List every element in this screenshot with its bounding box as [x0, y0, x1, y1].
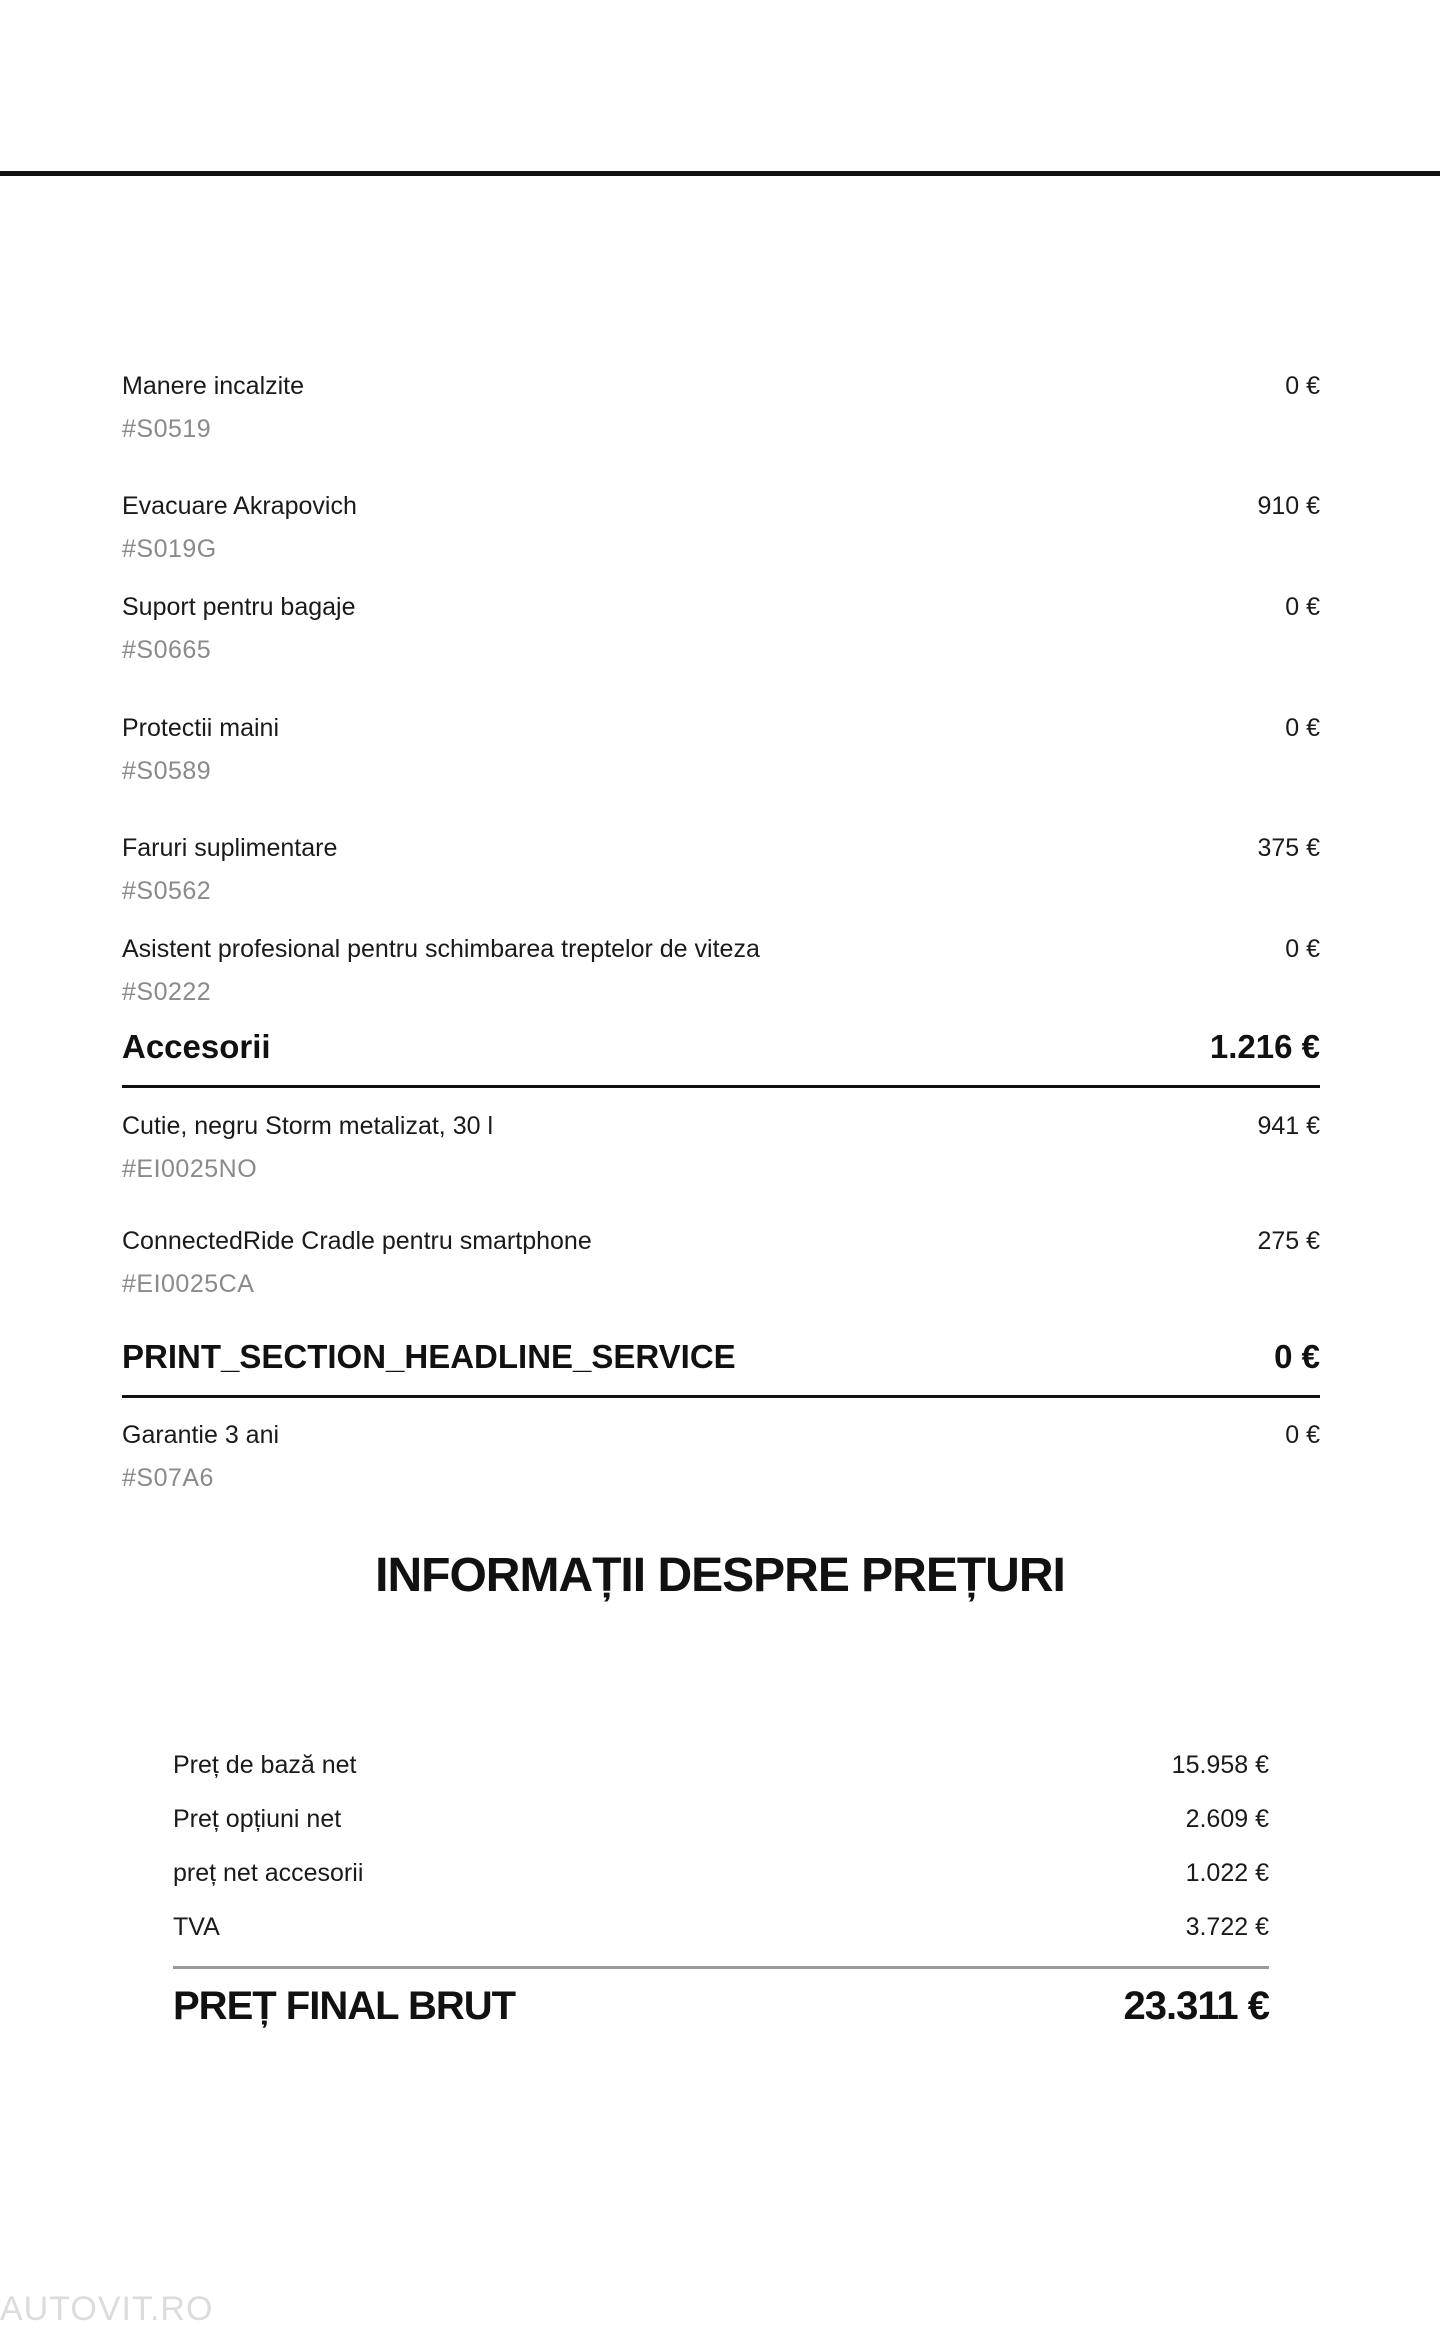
final-price-value: 23.311 €	[1123, 1984, 1269, 2028]
option-code: #S0519	[122, 415, 212, 443]
service-total: 0 €	[1274, 1338, 1320, 1375]
accessory-name: ConnectedRide Cradle pentru smartphone	[122, 1227, 592, 1255]
option-name: Protectii maini	[122, 714, 279, 742]
option-item	[122, 935, 1320, 1007]
pricing-heading: INFORMAȚII DESPRE PREȚURI	[375, 1549, 1065, 1602]
price-label: TVA	[173, 1913, 220, 1941]
option-price: 0 €	[1285, 593, 1320, 621]
option-code: #S0562	[122, 877, 212, 905]
final-price-row	[173, 1984, 1269, 2029]
accessory-price: 941 €	[1257, 1112, 1320, 1140]
option-item	[122, 492, 1320, 564]
option-item	[122, 593, 1320, 665]
price-value: 15.958 €	[1171, 1751, 1269, 1779]
final-price-label: PREȚ FINAL BRUT	[173, 1984, 516, 2028]
service-code: #S07A6	[122, 1464, 214, 1492]
price-row	[173, 1859, 1269, 1888]
option-name: Suport pentru bagaje	[122, 593, 356, 621]
price-label: preț net accesorii	[173, 1859, 364, 1887]
accessory-price: 275 €	[1257, 1227, 1320, 1255]
price-label: Preț opțiuni net	[173, 1805, 342, 1833]
option-price: 0 €	[1285, 714, 1320, 742]
option-name: Faruri suplimentare	[122, 834, 338, 862]
accessories-total: 1.216 €	[1209, 1028, 1320, 1065]
watermark: AUTOVIT.RO	[0, 2290, 214, 2328]
option-price: 0 €	[1285, 372, 1320, 400]
option-item	[122, 372, 1320, 444]
price-row	[173, 1751, 1269, 1780]
accessories-title: Accesorii	[122, 1028, 271, 1065]
accessory-item	[122, 1112, 1320, 1184]
price-value: 2.609 €	[1185, 1805, 1269, 1833]
accessories-section-header	[122, 1028, 1320, 1066]
service-item	[122, 1421, 1320, 1493]
price-label: Preț de bază net	[173, 1751, 357, 1779]
option-code: #S0589	[122, 757, 212, 785]
accessories-divider	[122, 1085, 1320, 1088]
option-name: Asistent profesional pentru schimbarea treptelor de viteza	[122, 935, 760, 963]
price-row	[173, 1913, 1269, 1942]
price-value: 3.722 €	[1185, 1913, 1269, 1941]
option-code: #S019G	[122, 535, 217, 563]
accessory-item	[122, 1227, 1320, 1299]
service-title: PRINT_SECTION_HEADLINE_SERVICE	[122, 1338, 736, 1375]
option-item	[122, 834, 1320, 906]
option-price: 910 €	[1257, 492, 1320, 520]
service-name: Garantie 3 ani	[122, 1421, 280, 1449]
option-code: #S0222	[122, 978, 212, 1006]
top-divider	[0, 171, 1440, 176]
accessory-code: #EI0025CA	[122, 1270, 255, 1298]
option-price: 0 €	[1285, 935, 1320, 963]
price-value: 1.022 €	[1185, 1859, 1269, 1887]
accessory-code: #EI0025NO	[122, 1155, 258, 1183]
service-price: 0 €	[1285, 1421, 1320, 1449]
service-section-header	[122, 1338, 1320, 1376]
option-name: Evacuare Akrapovich	[122, 492, 357, 520]
price-row	[173, 1805, 1269, 1834]
option-price: 375 €	[1257, 834, 1320, 862]
option-name: Manere incalzite	[122, 372, 305, 400]
accessory-name: Cutie, negru Storm metalizat, 30 l	[122, 1112, 493, 1140]
price-divider	[173, 1966, 1269, 1969]
option-code: #S0665	[122, 636, 212, 664]
option-item	[122, 714, 1320, 786]
service-divider	[122, 1395, 1320, 1398]
